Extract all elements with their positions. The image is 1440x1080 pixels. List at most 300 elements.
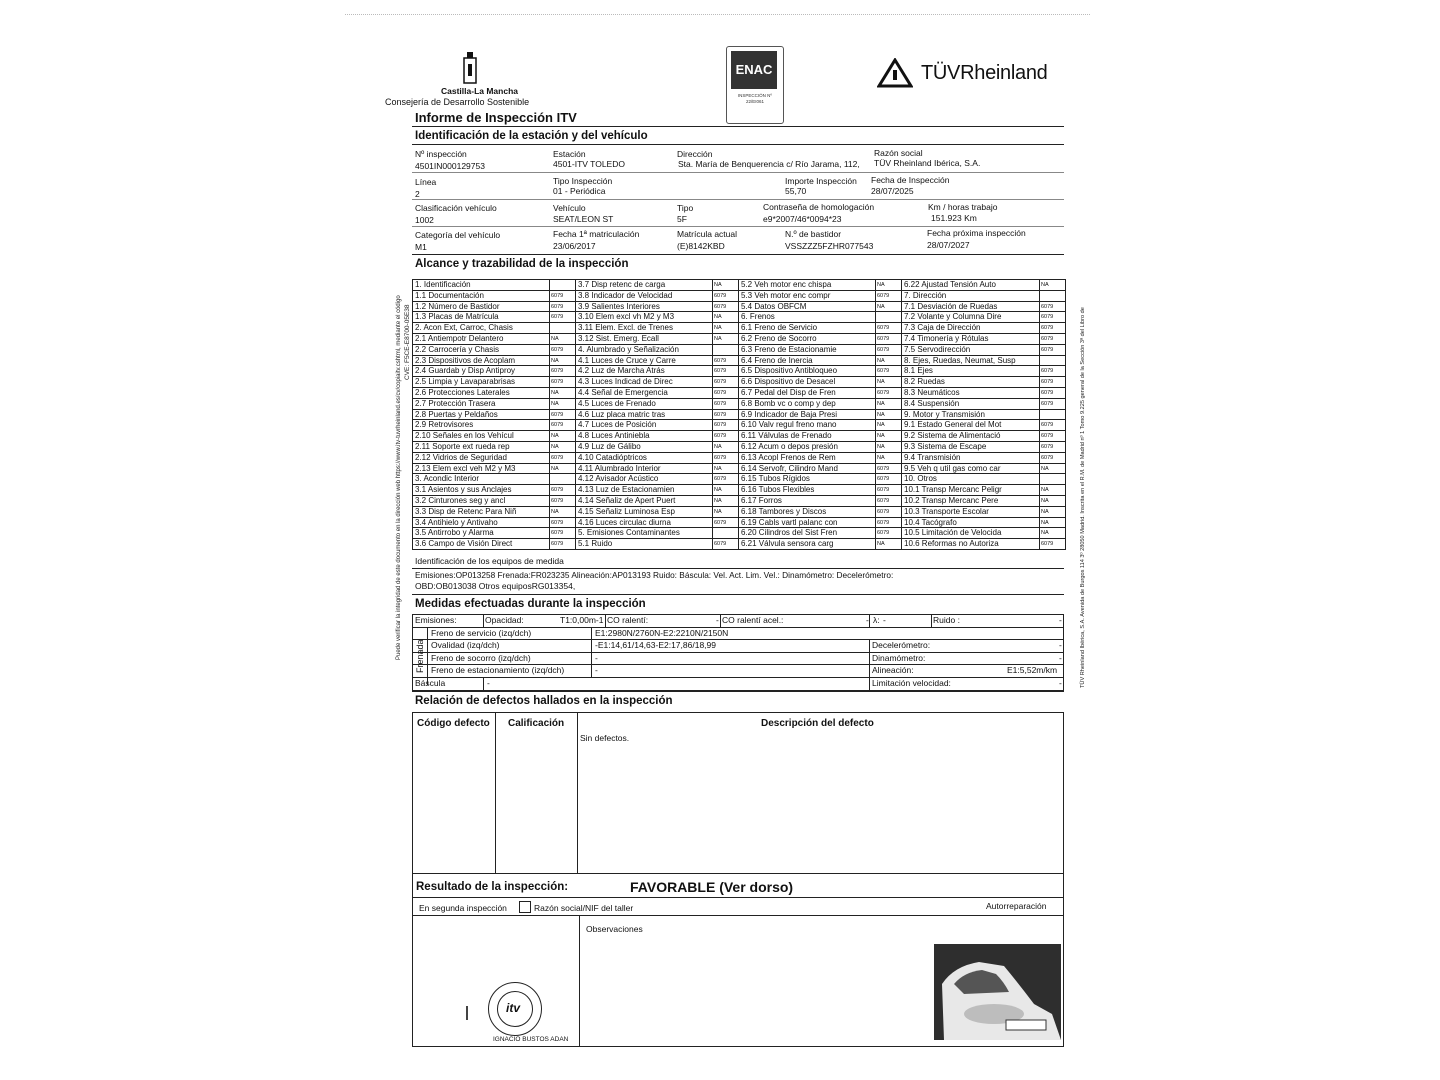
scope-cell bbox=[739, 280, 902, 291]
scope-item-status: NA bbox=[875, 399, 901, 409]
scope-cell bbox=[413, 420, 576, 431]
scope-item-label: 1.1 Documentación bbox=[415, 290, 484, 300]
scope-item-label: 8.1 Ejes bbox=[904, 366, 933, 376]
plate-label: Matrícula actual bbox=[677, 229, 737, 239]
scope-item-label: 2.8 Puertas y Peldaños bbox=[415, 409, 498, 419]
scope-item-label: 5. Emisiones Contaminantes bbox=[578, 528, 680, 538]
scope-cell bbox=[413, 399, 576, 410]
scope-item-label: 1.3 Placas de Matrícula bbox=[415, 312, 499, 322]
defect-qualification-header: Calificación bbox=[508, 718, 565, 729]
scope-cell bbox=[902, 334, 1065, 345]
emissions-row bbox=[413, 615, 1063, 628]
scope-item-label: 4. Alumbrado y Señalización bbox=[578, 344, 679, 354]
scope-item-label: 6.1 Freno de Servicio bbox=[741, 323, 818, 333]
scope-item-status: NA bbox=[1039, 507, 1065, 517]
scope-cell bbox=[739, 420, 902, 431]
scope-item-status: NA bbox=[712, 323, 738, 333]
scope-cell bbox=[739, 507, 902, 518]
scope-cell bbox=[902, 518, 1065, 529]
scope-item-label: 10.4 Tacógrafo bbox=[904, 517, 957, 527]
scope-item-label: 3.10 Elem excl vh M2 y M3 bbox=[578, 312, 675, 322]
scope-item-label: 6.8 Bomb vc o comp y dep bbox=[741, 398, 836, 408]
verification-code: CVE: F5CE-E8700-05E38 bbox=[404, 304, 411, 380]
scope-cell bbox=[902, 377, 1065, 388]
scope-item-status: 6079 bbox=[712, 377, 738, 387]
scope-item-label: 2.2 Carrocería y Chasis bbox=[415, 344, 500, 354]
scope-item-label: 3.1 Asientos y sus Anclajes bbox=[415, 485, 512, 495]
scope-item-label: 6.3 Freno de Estacionamie bbox=[741, 344, 837, 354]
scope-item-label: 7. Dirección bbox=[904, 290, 947, 300]
scope-item-label: 3.12 Sist. Emerg. Ecall bbox=[578, 333, 659, 343]
emergency-brake-row bbox=[413, 653, 1063, 666]
scope-cell bbox=[739, 410, 902, 421]
second-inspection-label: En segunda inspección bbox=[419, 903, 507, 913]
vehicle-photo-image bbox=[934, 944, 1061, 1040]
brakes-group-label: Frenada bbox=[413, 627, 428, 685]
scope-item-status: 6079 bbox=[549, 312, 575, 322]
scope-item-status: NA bbox=[1039, 518, 1065, 528]
scope-item-label: 4.11 Alumbrado Interior bbox=[578, 463, 661, 473]
scope-item-label: 4.16 Luces circulac diurna bbox=[578, 517, 671, 527]
scope-item-label: 1. Identificación bbox=[415, 280, 471, 289]
scope-cell bbox=[413, 485, 576, 496]
scope-item-status: 6079 bbox=[875, 366, 901, 376]
scope-cell bbox=[902, 539, 1065, 550]
scope-cell bbox=[413, 474, 576, 485]
scope-item-label: 5.2 Veh motor enc chispa bbox=[741, 280, 832, 289]
amount-label: Importe Inspección bbox=[785, 176, 857, 186]
scope-item-status: 6079 bbox=[549, 420, 575, 430]
scope-item-status: 6079 bbox=[1039, 431, 1065, 441]
co-accel-label: CO ralentí acel.: bbox=[722, 615, 784, 625]
scope-cell bbox=[739, 399, 902, 410]
scope-item-status: 6079 bbox=[712, 474, 738, 484]
scope-item-label: 3.8 Indicador de Velocidad bbox=[578, 290, 673, 300]
scope-cell bbox=[902, 302, 1065, 313]
scope-item-label: 6.16 Tubos Flexibles bbox=[741, 485, 815, 495]
scope-item-label: 4.7 Luces de Posición bbox=[578, 420, 657, 430]
scope-item-status: NA bbox=[712, 334, 738, 344]
scope-item-label: 9.3 Sistema de Escape bbox=[904, 441, 987, 451]
scope-cell bbox=[902, 474, 1065, 485]
scope-item-status: 6079 bbox=[875, 528, 901, 538]
scope-item-status: NA bbox=[875, 302, 901, 312]
scope-item-status: 6079 bbox=[712, 399, 738, 409]
scope-item-status: NA bbox=[1039, 464, 1065, 474]
scope-cell bbox=[902, 280, 1065, 291]
scope-item-label: 2.5 Limpia y Lavaparabrisas bbox=[415, 377, 516, 387]
scope-item-status: 6079 bbox=[712, 356, 738, 366]
scope-item-status: 6079 bbox=[549, 453, 575, 463]
scope-cell bbox=[576, 356, 739, 367]
scope-item-status bbox=[549, 474, 575, 484]
defect-code-header: Código defecto bbox=[417, 718, 490, 729]
scope-cell bbox=[739, 302, 902, 313]
scope-item-status: 6079 bbox=[1039, 302, 1065, 312]
scope-item-status bbox=[712, 528, 738, 538]
scope-title: Alcance y trazabilidad de la inspección bbox=[415, 258, 629, 270]
dynamometer-value: - bbox=[1059, 652, 1062, 663]
scope-cell bbox=[413, 356, 576, 367]
scope-item-status bbox=[549, 323, 575, 333]
scope-item-label: 10.3 Transporte Escolar bbox=[904, 506, 989, 516]
scope-item-status: 6079 bbox=[875, 507, 901, 517]
scope-item-status: 6079 bbox=[549, 377, 575, 387]
inspection-number-label: Nº inspección bbox=[415, 149, 467, 159]
scope-cell bbox=[576, 464, 739, 475]
measures-table bbox=[412, 614, 1064, 692]
scope-cell bbox=[576, 410, 739, 421]
scope-item-status: NA bbox=[549, 507, 575, 517]
scope-item-status: 6079 bbox=[712, 410, 738, 420]
scope-item-label: 3.9 Salientes Interiores bbox=[578, 301, 660, 311]
scope-item-label: 4.5 Luces de Frenado bbox=[578, 398, 656, 408]
scope-item-status: NA bbox=[1039, 485, 1065, 495]
scope-item-label: 6.2 Freno de Socorro bbox=[741, 333, 817, 343]
scope-cell bbox=[902, 431, 1065, 442]
lambda-label: λ: bbox=[873, 615, 880, 625]
scope-item-label: 3.11 Elem. Excl. de Trenes bbox=[578, 323, 674, 333]
inspection-number: 4501IN000129753 bbox=[415, 161, 485, 171]
enac-accreditation-text: INSPECCIÓN Nº 22/EI061 bbox=[737, 93, 773, 104]
scope-item-status: NA bbox=[1039, 496, 1065, 506]
emissions-label: Emisiones: bbox=[415, 615, 457, 625]
rule bbox=[412, 172, 1064, 173]
scope-item-status: NA bbox=[1039, 528, 1065, 538]
scope-cell bbox=[902, 356, 1065, 367]
workshop-checkbox[interactable] bbox=[519, 901, 531, 913]
scope-cell bbox=[576, 312, 739, 323]
noise-label: Ruido : bbox=[933, 615, 960, 625]
rule bbox=[412, 226, 1064, 227]
scope-cell bbox=[576, 539, 739, 550]
next-inspection-label: Fecha próxima inspección bbox=[927, 228, 1026, 238]
scope-cell bbox=[576, 528, 739, 539]
scope-item-status: 6079 bbox=[549, 496, 575, 506]
scope-item-status: 6079 bbox=[712, 539, 738, 549]
scope-cell bbox=[739, 474, 902, 485]
scope-item-label: 8.4 Suspensión bbox=[904, 398, 960, 408]
scope-cell bbox=[413, 442, 576, 453]
scope-item-status: NA bbox=[1039, 280, 1065, 290]
inspector-seal bbox=[488, 982, 542, 1036]
scope-cell bbox=[576, 431, 739, 442]
result-value: FAVORABLE (Ver dorso) bbox=[630, 879, 794, 895]
scope-item-label: 5.4 Datos OBFCM bbox=[741, 301, 807, 311]
equipment-title: Identificación de los equipos de medida bbox=[415, 556, 564, 566]
workshop-label: Razón social/NIF del taller bbox=[534, 903, 634, 913]
scope-cell bbox=[576, 420, 739, 431]
scale-row bbox=[413, 678, 1063, 691]
scope-cell bbox=[902, 388, 1065, 399]
scope-item-label: 6.17 Forros bbox=[741, 495, 782, 505]
scope-cell bbox=[576, 388, 739, 399]
scope-cell bbox=[739, 388, 902, 399]
type-label: Tipo bbox=[677, 203, 694, 213]
verification-note: Puede verificar la integridad de este documento en la dirección web https://www.itv-tuvrheinland.es/cv/copiaitv.cshtml, mediante el código bbox=[396, 295, 402, 660]
scope-cell bbox=[902, 485, 1065, 496]
second-inspection-row bbox=[412, 898, 1064, 916]
scope-item-label: 4.6 Luz placa matric tras bbox=[578, 409, 666, 419]
scope-cell bbox=[902, 528, 1065, 539]
noise-value: - bbox=[1059, 615, 1062, 625]
scope-item-status: NA bbox=[712, 496, 738, 506]
scope-item-label: 7.5 Servodirección bbox=[904, 344, 971, 354]
co-accel-value: - bbox=[866, 615, 869, 625]
scope-item-label: 2.9 Retrovisores bbox=[415, 420, 474, 430]
service-brake-label: Freno de servicio (izq/dch) bbox=[431, 627, 532, 638]
scope-item-status bbox=[549, 280, 575, 290]
scope-item-status: 6079 bbox=[1039, 366, 1065, 376]
scope-cell bbox=[902, 507, 1065, 518]
co-idle-value: - bbox=[716, 615, 719, 625]
inspection-date-label: Fecha de Inspección bbox=[871, 175, 950, 185]
scope-item-label: 3.7 Disp retenc de carga bbox=[578, 280, 666, 289]
scope-item-status: 6079 bbox=[875, 496, 901, 506]
scope-cell bbox=[576, 345, 739, 356]
inspection-type-label: Tipo Inspección bbox=[553, 176, 613, 186]
scope-item-label: 6.22 Ajustad Tensión Auto bbox=[904, 280, 996, 289]
scope-cell bbox=[902, 410, 1065, 421]
scope-cell bbox=[739, 366, 902, 377]
scope-item-status: 6079 bbox=[712, 366, 738, 376]
next-inspection: 28/07/2027 bbox=[927, 240, 970, 250]
scope-item-label: 7.4 Timonería y Rótulas bbox=[904, 333, 989, 343]
scope-item-label: 4.10 Catadióptricos bbox=[578, 452, 647, 462]
scope-item-label: 2.4 Guardab y Disp Antiproy bbox=[415, 366, 516, 376]
scope-item-status: 6079 bbox=[549, 291, 575, 301]
inspection-type: 01 - Periódica bbox=[553, 186, 606, 196]
scope-item-status: 6079 bbox=[1039, 323, 1065, 333]
scope-item-label: 6.7 Pedal del Disp de Fren bbox=[741, 387, 836, 397]
scope-item-label: 8.3 Neumáticos bbox=[904, 387, 960, 397]
scope-cell bbox=[576, 280, 739, 291]
scope-item-label: 9. Motor y Transmisión bbox=[904, 409, 985, 419]
ovality-label: Ovalidad (izq/dch) bbox=[431, 640, 500, 651]
scope-item-status: NA bbox=[549, 399, 575, 409]
inspection-date: 28/07/2025 bbox=[871, 186, 914, 196]
classification-label: Clasificación vehículo bbox=[415, 203, 497, 213]
scope-item-label: 4.3 Luces Indicad de Direc bbox=[578, 377, 673, 387]
scope-item-label: 2.13 Elem excl veh M2 y M3 bbox=[415, 463, 516, 473]
scope-item-label: 1.2 Número de Bastidor bbox=[415, 301, 500, 311]
scope-item-label: 3.3 Disp de Retenc Para Niñ bbox=[415, 506, 517, 516]
scope-item-label: 8. Ejes, Ruedas, Neumat, Susp bbox=[904, 355, 1016, 365]
scope-item-label: 2.12 Vidrios de Seguridad bbox=[415, 452, 507, 462]
km: 151.923 Km bbox=[931, 213, 977, 223]
line-number: 2 bbox=[415, 189, 420, 199]
scope-item-label: 4.9 Luz de Gálibo bbox=[578, 441, 641, 451]
scope-item-label: 6.4 Freno de Inercia bbox=[741, 355, 813, 365]
scope-cell bbox=[413, 496, 576, 507]
scope-cell bbox=[902, 453, 1065, 464]
scope-cell bbox=[576, 323, 739, 334]
tuv-rheinland-logo: TÜVRheinland bbox=[921, 62, 1048, 84]
scope-cell bbox=[576, 291, 739, 302]
scope-cell bbox=[413, 518, 576, 529]
scope-item-label: 5.1 Ruido bbox=[578, 539, 613, 549]
scope-item-label: 7.3 Caja de Dirección bbox=[904, 323, 981, 333]
rule bbox=[412, 594, 1064, 595]
scope-item-status: 6079 bbox=[549, 410, 575, 420]
scope-cell bbox=[413, 464, 576, 475]
scope-item-status: 6079 bbox=[1039, 453, 1065, 463]
rule bbox=[412, 126, 1064, 127]
scope-cell bbox=[576, 399, 739, 410]
defect-description-header: Descripción del defecto bbox=[761, 718, 874, 729]
department-name: Consejería de Desarrollo Sostenible bbox=[385, 97, 530, 107]
scope-item-status: 6079 bbox=[875, 323, 901, 333]
lambda-value: - bbox=[883, 615, 886, 625]
scope-cell bbox=[902, 420, 1065, 431]
scope-item-status: 6079 bbox=[712, 420, 738, 430]
defects-table bbox=[412, 712, 1064, 874]
scope-cell bbox=[413, 334, 576, 345]
classification: 1002 bbox=[415, 215, 434, 225]
emergency-brake-value: - bbox=[595, 652, 598, 663]
scope-item-status bbox=[1039, 356, 1065, 366]
scope-item-label: 10. Otros bbox=[904, 474, 937, 484]
scope-item-label: 6.21 Válvula sensora carg bbox=[741, 539, 834, 549]
category-label: Categoría del vehículo bbox=[415, 230, 501, 240]
scope-cell bbox=[902, 496, 1065, 507]
address-label: Dirección bbox=[677, 149, 713, 159]
scope-item-label: 5.3 Veh motor enc compr bbox=[741, 290, 831, 300]
scope-grid bbox=[412, 279, 1066, 550]
brake-service-row bbox=[413, 628, 1063, 641]
scope-item-status: 6079 bbox=[549, 485, 575, 495]
alignment-label: Alineación: bbox=[872, 665, 914, 676]
scope-item-label: 7.1 Desviación de Ruedas bbox=[904, 301, 998, 311]
scope-item-label: 6.11 Válvulas de Frenado bbox=[741, 431, 832, 441]
line-label: Línea bbox=[415, 177, 437, 187]
scope-cell bbox=[739, 356, 902, 367]
dynamometer-label: Dinamómetro: bbox=[872, 652, 926, 663]
scope-item-status: 6079 bbox=[1039, 442, 1065, 452]
scope-item-status: NA bbox=[549, 388, 575, 398]
scope-cell bbox=[576, 474, 739, 485]
emergency-brake-label: Freno de socorro (izq/dch) bbox=[431, 652, 531, 663]
scope-cell bbox=[902, 399, 1065, 410]
scope-item-status: 6079 bbox=[549, 539, 575, 549]
opacity-value: T1:0,00m-1 bbox=[560, 615, 604, 625]
rule bbox=[412, 254, 1064, 255]
scale-label: Báscula bbox=[415, 677, 446, 688]
scope-item-label: 9.1 Estado General del Mot bbox=[904, 420, 1002, 430]
scope-cell bbox=[576, 334, 739, 345]
scope-cell bbox=[739, 334, 902, 345]
scope-item-label: 7.2 Volante y Columna Dire bbox=[904, 312, 1002, 322]
plate: (E)8142KBD bbox=[677, 241, 725, 251]
parking-brake-value: - bbox=[595, 665, 598, 676]
scope-cell bbox=[413, 539, 576, 550]
scope-item-status: 6079 bbox=[1039, 345, 1065, 355]
defect-entry: Sin defectos. bbox=[580, 733, 630, 743]
scope-item-status: 6079 bbox=[712, 518, 738, 528]
scope-cell bbox=[413, 345, 576, 356]
scope-item-label: 10.5 Limitación de Velocida bbox=[904, 528, 1002, 538]
scope-item-label: 6.6 Dispositivo de Desacel bbox=[741, 377, 836, 387]
scope-item-status: NA bbox=[712, 464, 738, 474]
scope-cell bbox=[739, 518, 902, 529]
scope-cell bbox=[413, 528, 576, 539]
scope-cell bbox=[739, 464, 902, 475]
scan-top-edge bbox=[345, 14, 1090, 15]
first-registration-label: Fecha 1ª matriculación bbox=[553, 229, 640, 239]
scope-cell bbox=[902, 312, 1065, 323]
scope-item-status: NA bbox=[549, 442, 575, 452]
scope-cell bbox=[413, 388, 576, 399]
scope-item-label: 9.4 Transmisión bbox=[904, 452, 961, 462]
scope-item-label: 6.10 Valv regul freno mano bbox=[741, 420, 837, 430]
scope-item-status: NA bbox=[875, 356, 901, 366]
region-name: Castilla-La Mancha bbox=[441, 86, 518, 96]
rule bbox=[412, 144, 1064, 145]
report-title: Informe de Inspección ITV bbox=[415, 110, 577, 125]
homologation-label: Contraseña de homologación bbox=[763, 202, 875, 212]
scope-cell bbox=[902, 345, 1065, 356]
signature-mark bbox=[466, 1006, 468, 1020]
scope-item-label: 6.20 Cilindros del Sist Fren bbox=[741, 528, 838, 538]
scope-item-status: NA bbox=[712, 312, 738, 322]
amount: 55,70 bbox=[785, 186, 807, 196]
scope-cell bbox=[413, 377, 576, 388]
scope-item-status: 6079 bbox=[1039, 399, 1065, 409]
company-register-note: TÜV Rheinland Ibérica, S.A. Avenida de Burgos 114 3º 28050 Madrid. Inscrita en el R.M. de Madrid nº 1 Tomo 9.225 general de la Sección 3ª del Libro de bbox=[1080, 307, 1086, 688]
scope-item-status bbox=[1039, 410, 1065, 420]
self-repair-label: Autorreparación bbox=[986, 901, 1047, 911]
scope-item-label: 10.2 Transp Mercanc Pere bbox=[904, 495, 999, 505]
alignment-value: E1:5,52m/km bbox=[1007, 665, 1058, 676]
scope-item-status: 6079 bbox=[549, 366, 575, 376]
scope-item-label: 9.2 Sistema de Alimentació bbox=[904, 431, 1001, 441]
type: 5F bbox=[677, 214, 687, 224]
observations-label: Observaciones bbox=[586, 924, 643, 934]
scope-cell bbox=[739, 485, 902, 496]
identification-title: Identificación de la estación y del vehículo bbox=[415, 130, 648, 142]
ovality-row bbox=[413, 640, 1063, 653]
defects-title: Relación de defectos hallados en la inspección bbox=[415, 695, 673, 707]
scope-item-status: 6079 bbox=[1039, 334, 1065, 344]
company-label: Razón social bbox=[874, 148, 923, 158]
scope-item-status: 6079 bbox=[712, 388, 738, 398]
scope-cell bbox=[413, 453, 576, 464]
scope-item-status: 6079 bbox=[712, 291, 738, 301]
service-brake-value: E1:2980N/2760N-E2:2210N/2150N bbox=[595, 627, 729, 638]
ovality-value: -E1:14,61/14,63-E2:17,86/18,99 bbox=[595, 640, 716, 651]
scope-item-label: 2. Acon Ext, Carroc, Chasis bbox=[415, 323, 513, 333]
scope-cell bbox=[739, 291, 902, 302]
scope-cell bbox=[413, 323, 576, 334]
measures-title: Medidas efectuadas durante la inspección bbox=[415, 598, 646, 610]
rule bbox=[412, 199, 1064, 200]
scope-item-label: 4.15 Señaliz Luminosa Esp bbox=[578, 506, 675, 516]
scope-item-status: 6079 bbox=[712, 453, 738, 463]
scope-item-status: NA bbox=[875, 410, 901, 420]
scope-item-label: 6.9 Indicador de Baja Presi bbox=[741, 409, 838, 419]
scope-item-status: 6079 bbox=[549, 518, 575, 528]
scope-item-status: NA bbox=[549, 356, 575, 366]
scope-item-status: 6079 bbox=[1039, 377, 1065, 387]
result-label: Resultado de la inspección: bbox=[416, 881, 569, 893]
vehicle-photo bbox=[934, 944, 1061, 1040]
scope-item-label: 10.6 Reformas no Autoriza bbox=[904, 539, 999, 549]
scope-item-label: 3. Acondic Interior bbox=[415, 474, 480, 484]
scope-item-status: 6079 bbox=[875, 388, 901, 398]
speed-limit-label: Limitación velocidad: bbox=[872, 677, 951, 688]
scope-cell bbox=[413, 291, 576, 302]
scope-item-status: 6079 bbox=[875, 345, 901, 355]
